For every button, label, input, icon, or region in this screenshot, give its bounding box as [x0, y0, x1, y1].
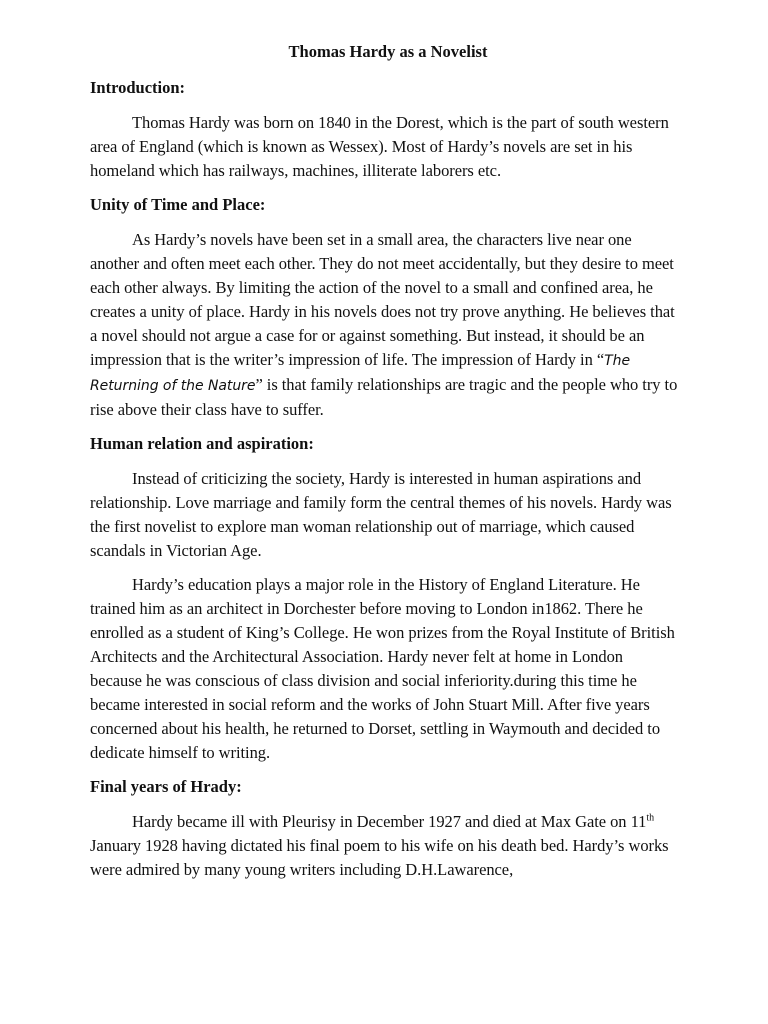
page-title: Thomas Hardy as a Novelist	[288, 42, 488, 61]
novel-title-italic: The Returning of the Nature	[90, 353, 631, 394]
paragraph-human-relation: Instead of criticizing the society, Hardy is interested in human aspirations and relationship. Love marriage and family form the central themes of his novels. Hardy was the first novelist to explore man woman relationship out of marriage, which caused scandals in Victorian Age.	[90, 469, 672, 560]
ordinal-superscript: th	[646, 812, 655, 824]
section-heading-introduction: Introduction:	[90, 78, 186, 97]
paragraph-unity-text-end: ” is that family relationships are tragic and the people who try to rise above their class have to suffer.	[90, 375, 678, 419]
paragraph-final-years	[90, 810, 678, 882]
section-heading-human-relation: Human relation and aspiration:	[90, 434, 314, 453]
paragraph-education: Hardy’s education plays a major role in the History of England Literature. He trained him as an architect in Dorchester before moving to London in1862. There he enrolled as a student of King’s College. He won prizes from the Royal Institute of British Architects and the Architectural Association. Hardy never felt at home in London because he was conscious of class division and social inferiority.during this time he became interested in social reform and the works of John Stuart Mill. After five years concerned about his health, he returned to Dorset, settling in Waymouth and decided to dedicate himself to writing.	[90, 575, 675, 762]
section-heading-final-years: Final years of Hrady:	[90, 777, 242, 796]
paragraph-final-text-end: January 1928 having dictated his final poem to his wife on his death bed. Hardy’s works were admired by many young writers including D.H.Lawarence,	[90, 836, 669, 879]
paragraph-introduction: Thomas Hardy was born on 1840 in the Dorest, which is the part of south western area of England (which is known as Wessex). Most of Hardy’s novels are set in his homeland which has railways, machines, illiterate laborers etc.	[90, 113, 669, 180]
paragraph-unity	[90, 228, 678, 422]
section-heading-unity: Unity of Time and Place:	[90, 195, 266, 214]
paragraph-unity-text-start: As Hardy’s novels have been set in a small area, the characters live near one another and often meet each other. They do not meet accidentally, but they desire to meet each other always. By limiting the action of the novel to a small and confined area, he creates a unity of place. Hardy in his novels does not try prove anything. He believes that a novel should not argue a case for or against something. But instead, it should be an impression that is the writer’s impression of life. The impression of Hardy in “	[90, 230, 675, 369]
paragraph-final-text-start: Hardy became ill with Pleurisy in December 1927 and died at Max Gate on 11	[132, 812, 647, 831]
